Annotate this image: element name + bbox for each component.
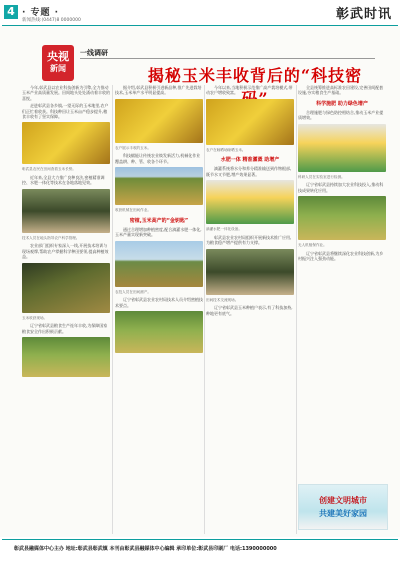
headline: 揭秘玉米丰收背后的“科技密 [147,66,363,85]
subheading: 密植,玉米高产的“金钥匙” [129,217,189,224]
column-divider [296,85,297,534]
ad-line-2: 共建美好家园 [319,509,367,518]
photo-caption: 玉米收获现场。 [22,315,48,320]
photo-corn-plants [22,337,110,377]
photo-caption: 滴灌水肥一体化设备。 [206,227,242,232]
column-divider [204,85,205,534]
photo-field-inspection [22,189,110,233]
article-column-4 [298,85,386,263]
photo-caption: 技术人员在地头指导农户科学管理。 [22,235,80,240]
cctv-news-logo [42,45,74,81]
paragraph: 辽宁省彰武县玉米种植户表示,有了科技加持,种地更有底气。 [206,305,293,316]
footer-rule [2,539,398,540]
photo-caption: 彰武县农民在田间查看玉米长势。 [22,167,76,172]
page-number: 4 [4,5,18,19]
photo-laboratory [298,124,386,172]
paragraph: 辽宁省彰武县农业农村局技术人员介绍密植技术要点。 [115,297,203,308]
photo-harvester [115,167,203,205]
page-header [0,0,400,26]
page-footer [0,537,400,567]
column-name: 一线调研 [80,49,108,57]
photo-irrigation-equipment [206,180,294,224]
paragraph: 今年,彰武县以农业科技创新为引擎,全力推动玉米产业高质量发展。田间地头处处涌动着丰收的喜悦。 [22,85,110,101]
paragraph: 彰武县农业农村局组织开展新技术推广应用,为粮食稳产增产提供有力支撑。 [206,234,292,246]
paragraph: 科技赋能让传统农业焕发新活力,机械化作业覆盖耕、种、管、收各个环节。 [115,153,201,164]
photo-field-rows [115,311,203,353]
photo-corn-harvest [22,122,110,164]
paragraph: 辽宁省彰武县持续加大农业科技投入,推动科技成果转化应用。 [298,182,384,193]
photo-caption: 农技人员在田间测产。 [115,289,151,294]
photo-farmer-corn [115,99,203,143]
paragraph: 通过合理增加种植密度,配合滴灌水肥一体化,玉米产量实现新突破。 [115,226,202,238]
paragraph: 走进彰武县各乡镇,一望无际的玉米地里,农户们正忙着收获。科技种田让玉米亩产稳步提升,粮食丰收有了坚实保障。 [22,103,109,120]
photo-caption: 收获机械在田间作业。 [115,208,151,213]
photo-caption: 田间技术交流现场。 [206,297,239,302]
column-rule [80,58,375,59]
photo-caption: 农户在晾晒场晾晒玉米。 [206,147,246,152]
subheading: 水肥一体 精准灌溉 助增产 [220,157,280,164]
photo-cornfield [115,241,203,287]
column-divider [112,85,113,534]
section-title: · 专题 · [22,8,60,18]
civic-ad-banner [298,484,388,530]
subheading: 科学施肥 助力绿色增产 [316,100,368,107]
paragraph: 农业部门组织专家深入一线,开展技术培训与现场观摩,帮助农户掌握科学种田要领,提高种植效益。 [22,243,109,260]
photo-harvest-site [22,263,110,313]
photo-drying-corn [206,99,294,145]
photo-caption: 农户展示丰收的玉米。 [115,145,151,150]
header-subline: 新闻热线:(0447)8 0000000 [22,18,81,23]
paragraph: 辽宁省彰武县将继续深化农业科技创新,为乡村振兴注入强劲动能。 [298,250,384,262]
photo-caption: 科研人员在实验室进行检测。 [298,174,345,179]
photo-field-exchange [206,249,294,295]
paragraph: 据介绍,彰武县积极引进新品种,推广先进栽培技术,玉米单产水平明显提高。 [115,85,202,96]
article-column-3 [206,85,294,318]
article-column-1 [22,85,110,380]
article-column-2 [115,85,203,356]
ad-line-1: 创建文明城市 [319,496,367,505]
masthead-title: 彰武时讯 [335,7,392,22]
paragraph: 滴灌系统将水分和养分精准输送到作物根部,既节水又节肥,增产效果显著。 [206,166,292,177]
photo-caption: 无人机植保作业。 [298,243,327,248]
paragraph: 近年来,全县大力推广良种良法,密植精准调控、水肥一体化等技术在各地落地见效。 [22,175,105,186]
paragraph: 全县统筹推进高标准农田建设,完善田间配套设施,夯实粮食生产基础。 [298,85,384,96]
paragraph: 今年以来,当地积极示范推广高产栽培模式,带动农户增收致富。 [206,85,293,96]
paragraph: 辽宁省彰武县粮食生产连年丰收,为保障国家粮食安全作出积极贡献。 [22,323,108,334]
logo-line-1: 央视 [47,50,69,63]
paragraph: 合理施肥与绿色防控相结合,推动玉米产业提质增效。 [298,109,384,121]
photo-drone-spraying [298,196,386,240]
logo-line-2: 新闻 [50,64,66,73]
header-rule [2,25,398,26]
footer-text: 彰武县融媒体中心主办 地址:彰武县彰武镇 本刊由彰武县融媒体中心编辑 承印单位:彰武县印刷厂 电话:1390000000 [14,546,277,552]
